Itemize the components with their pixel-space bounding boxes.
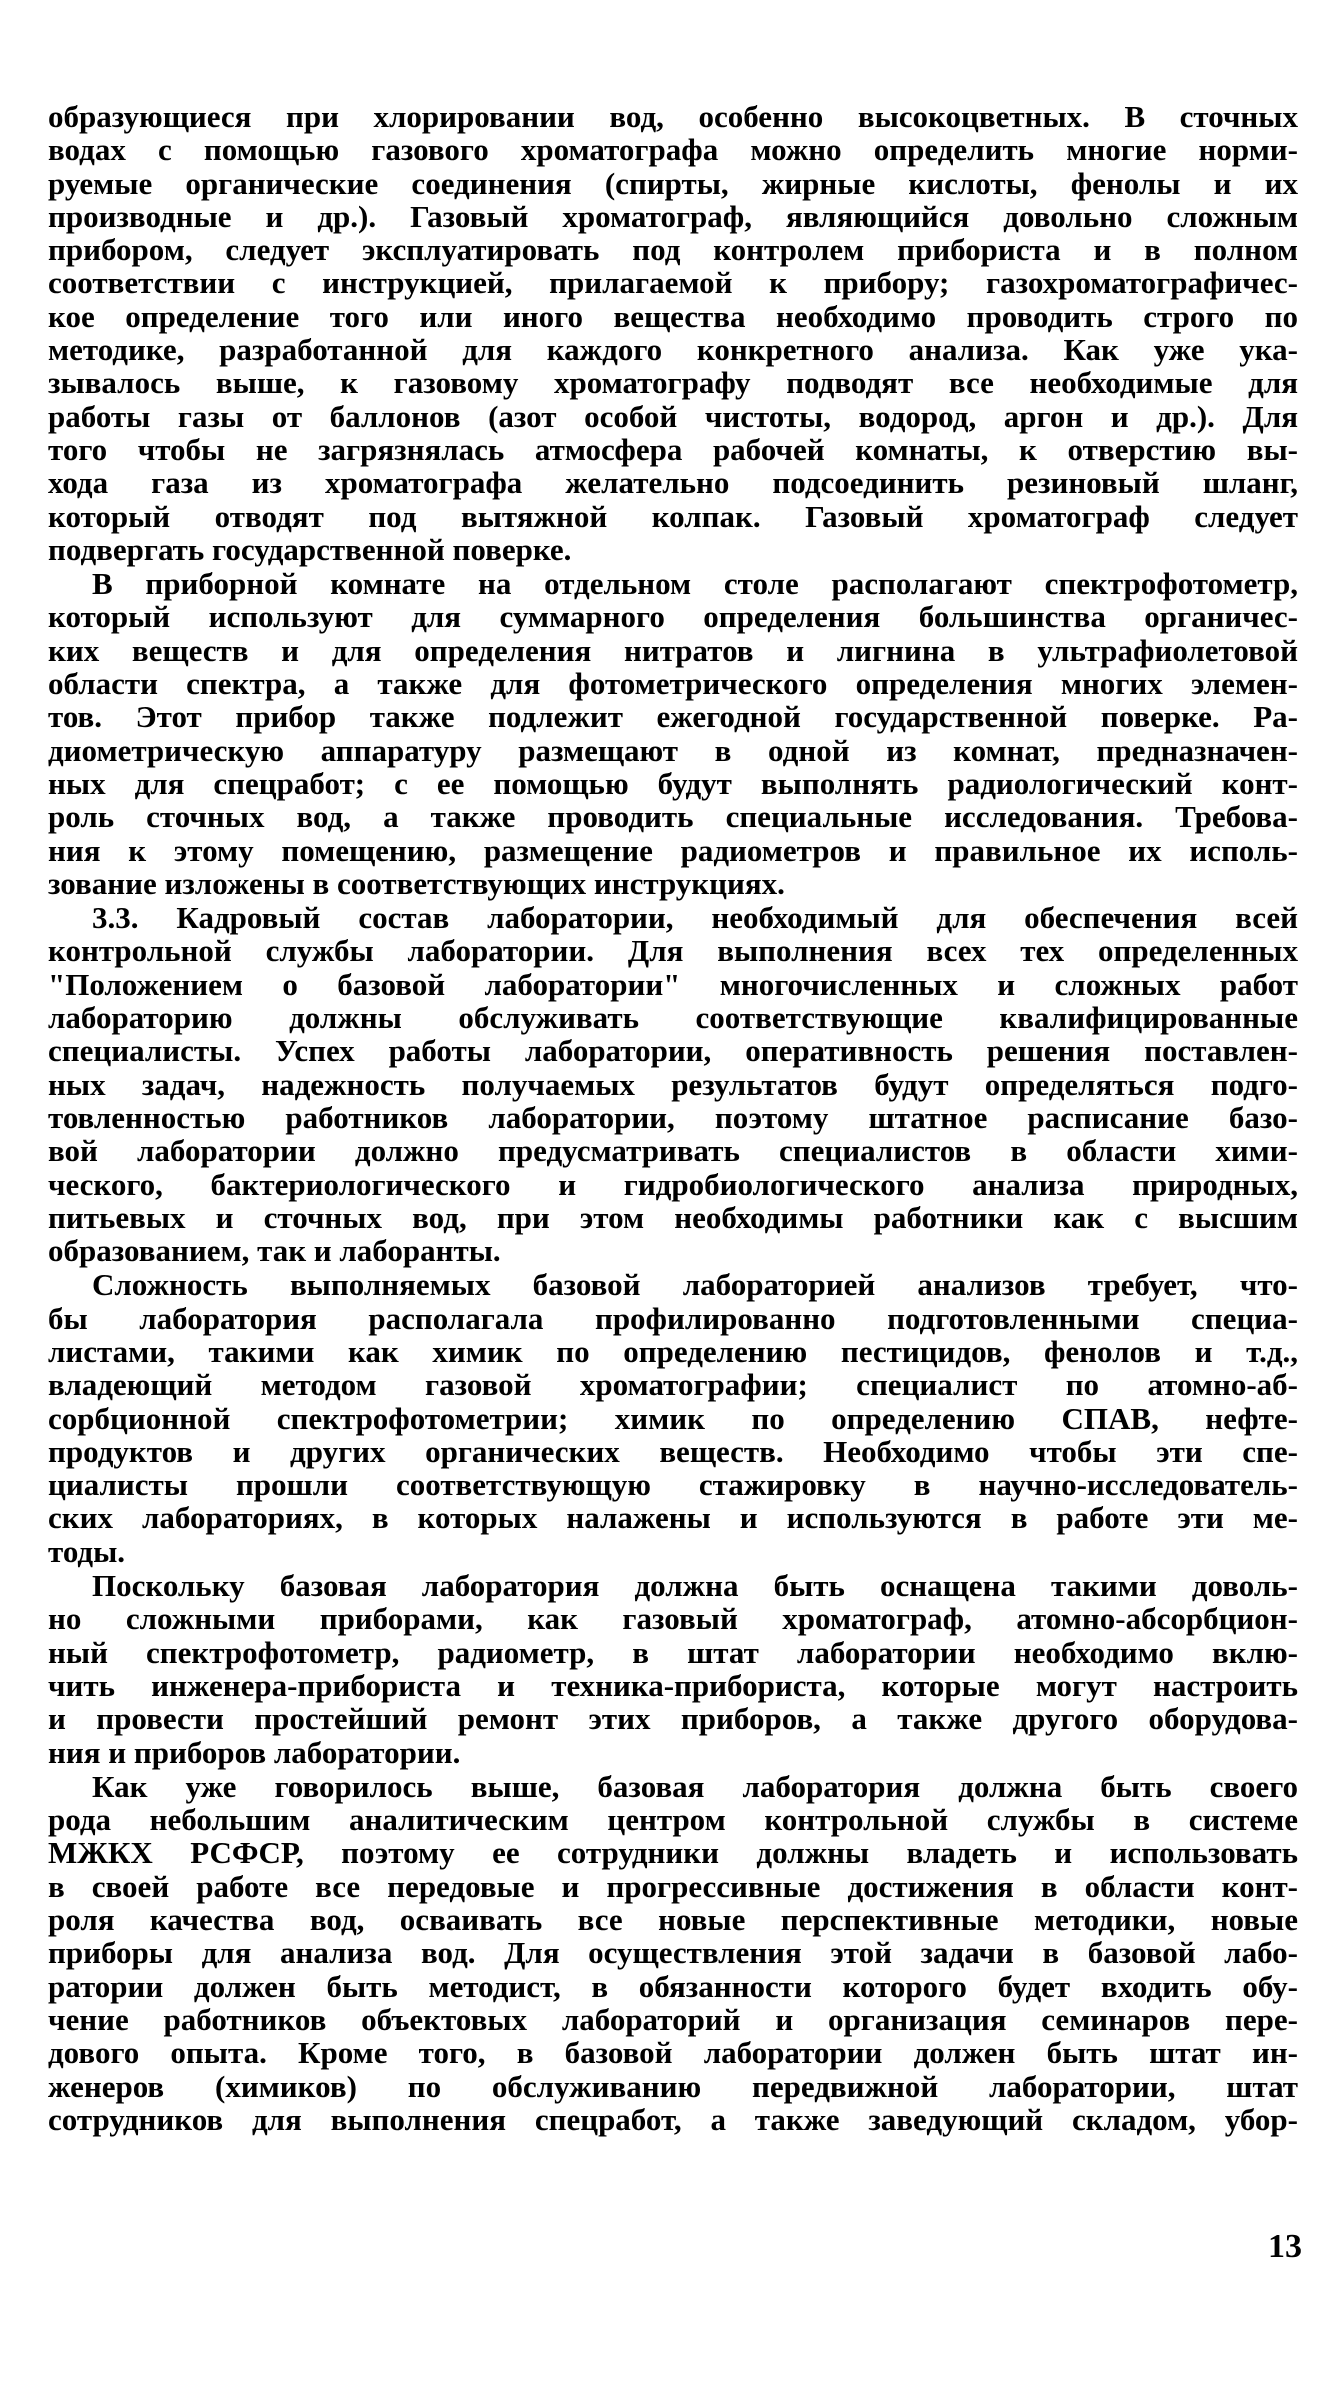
paragraph (48, 1268, 1298, 1568)
text-line: образующиеся при хлорировании вод, особенно высокоцветных. В сточных (48, 99, 1298, 134)
text-line: который отводят под вытяжной колпак. Газовый хроматограф следует (48, 498, 1298, 534)
text-line: зывалось выше, к газовому хроматографу подводят все необходимые для (48, 365, 1298, 401)
page-number: 13 (1268, 2228, 1302, 2265)
text-line: ратории должен быть методист, в обязанности которого будет входить обу- (48, 1968, 1298, 2004)
text-line: товленностью работников лаборатории, поэтому штатное расписание базо- (48, 1099, 1298, 1135)
text-line: производные и др.). Газовый хроматограф, являющийся довольно сложным (48, 198, 1298, 234)
text-line: МЖКХ РСФСР, поэтому ее сотрудники должны владеть и использовать (48, 1835, 1298, 1871)
text-line: дового опыта. Кроме того, в базовой лаборатории должен быть штат ин- (48, 2035, 1298, 2071)
text-line: "Положением о базовой лаборатории" многочисленных и сложных работ (48, 966, 1298, 1002)
text-line: но сложными приборами, как газовый хроматограф, атомно-абсорбцион- (48, 1601, 1298, 1637)
text-line: чить инженера-прибориста и техника-прибориста, которые могут настроить (48, 1667, 1298, 1703)
page-body (48, 100, 1298, 2137)
text-line: ческого, бактериологического и гидробиологического анализа природных, (48, 1166, 1298, 1202)
text-line: приборы для анализа вод. Для осуществления этой задачи в базовой лабо- (48, 1935, 1298, 1971)
text-line: продуктов и других органических веществ. Необходимо чтобы эти спе- (48, 1433, 1298, 1469)
text-line: ных для спецработ; с ее помощью будут выполнять радиологический конт- (48, 765, 1298, 801)
paragraph (48, 1569, 1298, 1769)
text-line: ния к этому помещению, размещение радиометров и правильное их исполь- (48, 832, 1298, 868)
text-line: водах с помощью газового хроматографа можно определить многие норми- (48, 132, 1298, 168)
text-line: лабораторию должны обслуживать соответствующие квалифицированные (48, 1000, 1298, 1036)
text-line: листами, такими как химик по определению пестицидов, фенолов и т.д., (48, 1333, 1298, 1369)
text-line: сотрудников для выполнения спецработ, а также заведующий складом, убор- (48, 2101, 1298, 2137)
text-line: и провести простейший ремонт этих приборов, а также другого оборудова- (48, 1701, 1298, 1737)
text-line: ный спектрофотометр, радиометр, в штат лаборатории необходимо вклю- (48, 1634, 1298, 1670)
text-line: руемые органические соединения (спирты, жирные кислоты, фенолы и их (48, 165, 1298, 201)
text-line: подвергать государственной поверке. (48, 531, 572, 567)
paragraph (48, 567, 1298, 900)
text-line: Как уже говорилось выше, базовая лаборатория должна быть своего (92, 1768, 1298, 1804)
paragraph (48, 100, 1298, 566)
text-line: контрольной службы лаборатории. Для выполнения всех тех определенных (48, 933, 1298, 969)
text-line: Поскольку базовая лаборатория должна быть оснащена такими доволь- (92, 1568, 1298, 1604)
text-line: женеров (химиков) по обслуживанию передвижной лаборатории, штат (48, 2068, 1298, 2104)
text-line: циалисты прошли соответствующую стажировку в научно-исследователь- (48, 1467, 1298, 1503)
text-line: вой лаборатории должно предусматривать специалистов в области хими- (48, 1133, 1298, 1169)
text-line: ких веществ и для определения нитратов и лигнина в ультрафиолетовой (48, 632, 1298, 668)
paragraph (48, 1770, 1298, 2136)
text-line: тов. Этот прибор также подлежит ежегодной государственной поверке. Ра- (48, 699, 1298, 735)
text-line: методике, разработанной для каждого конкретного анализа. Как уже ука- (48, 332, 1298, 368)
text-line: владеющий методом газовой хроматографии; специалист по атомно-аб- (48, 1367, 1298, 1403)
text-line: хода газа из хроматографа желательно подсоединить резиновый шланг, (48, 465, 1298, 501)
text-line: Сложность выполняемых базовой лабораторией анализов требует, что- (92, 1267, 1298, 1303)
text-line: того чтобы не загрязнялась атмосфера рабочей комнаты, к отверстию вы- (48, 431, 1298, 467)
text-line: диометрическую аппаратуру размещают в одной из комнат, предназначен- (48, 732, 1298, 768)
text-line: ских лабораториях, в которых налажены и используются в работе эти ме- (48, 1500, 1298, 1536)
text-line: тоды. (48, 1533, 126, 1569)
text-line: роль сточных вод, а также проводить специальные исследования. Требова- (48, 799, 1298, 835)
text-line: В приборной комнате на отдельном столе располагают спектрофотометр, (92, 566, 1298, 602)
text-line: который используют для суммарного определения большинства органичес- (48, 599, 1298, 635)
text-line: работы газы от баллонов (азот особой чистоты, водород, аргон и др.). Для (48, 398, 1298, 434)
text-line: специалисты. Успех работы лаборатории, оперативность решения поставлен- (48, 1033, 1298, 1069)
text-line: зование изложены в соответствующих инструкциях. (48, 865, 785, 901)
text-line: питьевых и сточных вод, при этом необходимы работники как с высшим (48, 1199, 1298, 1235)
text-line: соответствии с инструкцией, прилагаемой к прибору; газохроматографичес- (48, 265, 1298, 301)
text-line: чение работников объектовых лабораторий и организация семинаров пере- (48, 2001, 1298, 2037)
paragraph (48, 901, 1298, 1267)
text-line: ния и приборов лаборатории. (48, 1734, 461, 1770)
text-line: в своей работе все передовые и прогрессивные достижения в области конт- (48, 1868, 1298, 1904)
text-line: рода небольшим аналитическим центром контрольной службы в системе (48, 1802, 1298, 1838)
text-line: сорбционной спектрофотометрии; химик по определению СПАВ, нефте- (48, 1400, 1298, 1436)
text-line: 3.3. Кадровый состав лаборатории, необходимый для обеспечения всей (92, 900, 1298, 936)
text-line: области спектра, а также для фотометрического определения многих элемен- (48, 666, 1298, 702)
text-line: бы лаборатория располагала профилированно подготовленными специа- (48, 1300, 1298, 1336)
text-line: роля качества вод, осваивать все новые перспективные методики, новые (48, 1902, 1298, 1938)
text-line: ных задач, надежность получаемых результатов будут определяться подго- (48, 1066, 1298, 1102)
text-line: кое определение того или иного вещества необходимо проводить строго по (48, 298, 1298, 334)
text-line: образованием, так и лаборанты. (48, 1233, 501, 1269)
text-line: прибором, следует эксплуатировать под контролем прибориста и в полном (48, 232, 1298, 268)
